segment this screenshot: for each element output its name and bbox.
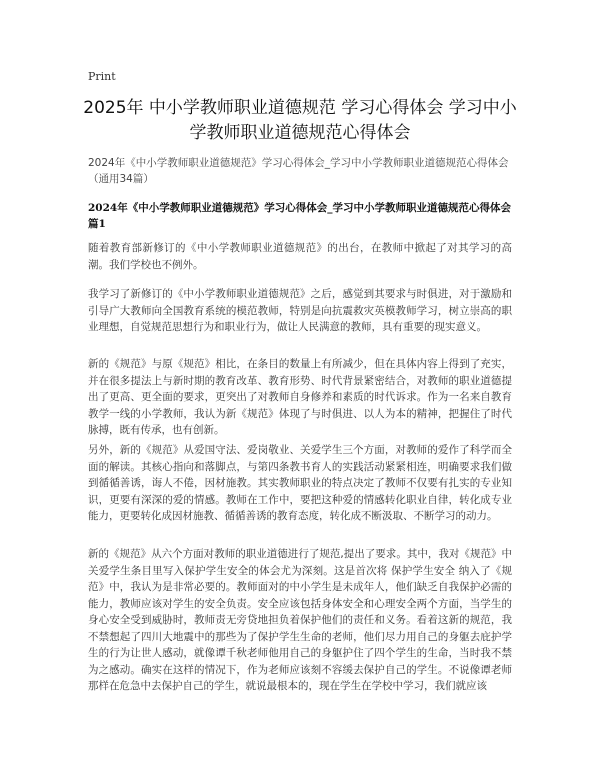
document-subtitle: 2024年《中小学教师职业道德规范》学习心得体会_学习中小学教师职业道德规范心得体会（通用34篇） xyxy=(88,157,509,185)
section-heading: 2024年《中小学教师职业道德规范》学习心得体会_学习中小学教师职业道德规范心得体会 篇1 xyxy=(88,202,511,230)
paragraph-5: 新的《规范》从六个方面对教师的职业道德进行了规范,提出了要求。其中，我对《规范》中关爱学生条目里写入保护学生安全的体会尤为深刻。这是首次将 保护学生安全 纳入了《规范》中，我认为是非常必要的。教师面对的中小学生是未成年人，他们缺乏自我保护必需的能力，教师应该对学生的安全负责。安全应该包括身体安全和心理安全两个方面，当学生的身心安全受到威胁时，教师责无旁贷地担负着保护他们的责任和义务。看着这新的规范，我不禁想起了四川大地震中的那些为了保护学生生命的老师，他们尽力用自己的身躯去庇护学生的行为让世人感动，就像谭千秋老师他用自己的身躯护住了四个学生的生命，当时我不禁为之感动。确实在这样的情况下，作为老师应该刻不容缓去保护自己的学生。不说像谭老师那样在危急中去保护自己的学生，就说最根本的，现在学生在学校中学习，我们就应该 xyxy=(88,548,512,692)
page-title: 2025年 中小学教师职业道德规范 学习心得体会 学习中小学教师职业道德规范心得体会 xyxy=(83,98,517,143)
paragraph-4: 另外，新的《规范》从爱国守法、爱岗敬业、关爱学生三个方面，对教师的爱作了科学而全面的解读。其核心指向和落脚点，与第四条教书育人的实践活动紧紧相连，明确要求我们做到循循善诱，诲人不倦，因材施教。其实教师职业的特点决定了教师不仅要有扎实的专业知识，更要有深深的爱的情感。教师在工作中，要把这种爱的情感转化职业自律，转化成专业能力，更要转化成因材施教、循循善诱的教育态度，转化成不断汲取、不断学习的动力。 xyxy=(88,444,512,522)
paragraph-1: 随着教育部新修订的《中小学教师职业道德规范》的出台，在教师中掀起了对其学习的高潮。我们学校也不例外。 xyxy=(88,242,512,271)
paragraph-2: 我学习了新修订的《中小学教师职业道德规范》之后，感觉到其要求与时俱进，对于激励和引导广大教师向全国教育系统的模范教师，特别是向抗震救灾英模教师学习，树立崇高的职业理想，自觉规范思想行为和职业行为，做让人民满意的教师，具有重要的现实意义。 xyxy=(88,288,512,333)
print-label: Print xyxy=(88,70,116,83)
paragraph-3: 新的《规范》与原《规范》相比，在条目的数量上有所减少，但在具体内容上得到了充实，并在很多提法上与新时期的教育改革、教育形势、时代背景紧密结合，对教师的职业道德提出了更高、更全面的要求，更突出了对教师自身修养和素质的时代诉求。作为一名来自教育教学一线的小学教师，我认为新《规范》体现了与时俱进、以人为本的精神，把握住了时代脉搏，既有传承，也有创新。 xyxy=(88,358,512,436)
